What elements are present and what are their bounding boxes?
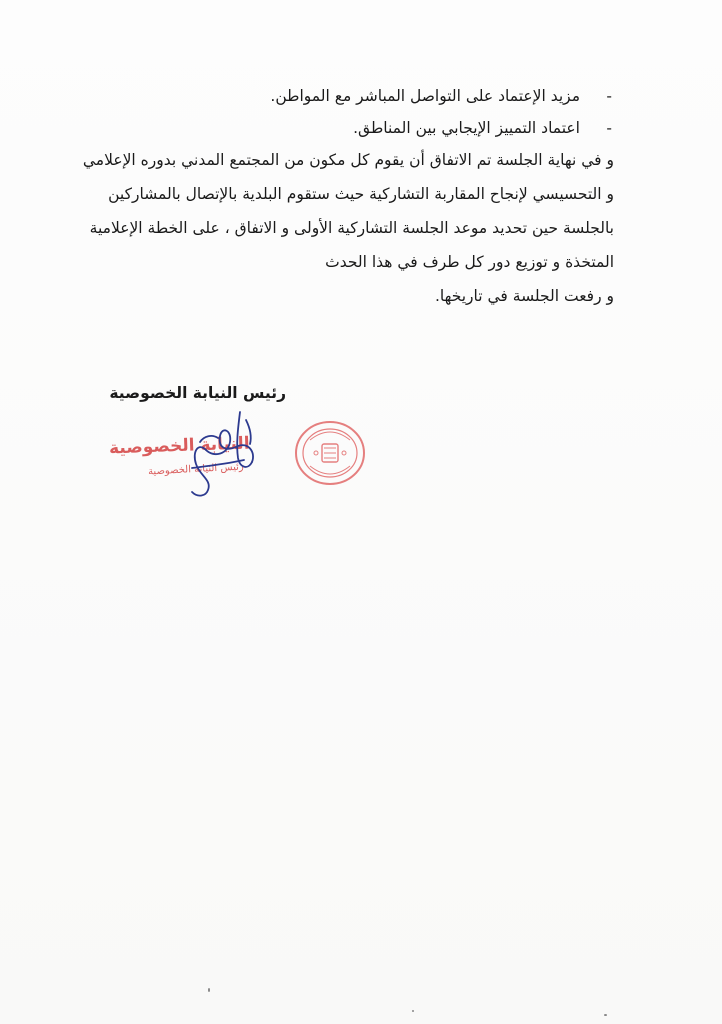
scan-speck <box>208 988 210 992</box>
paragraph-line: المتخذة و توزيع دور كل طرف في هذا الحدث <box>325 253 614 271</box>
bullet-dash: - <box>606 119 612 137</box>
official-seal <box>294 420 366 486</box>
bullet-item <box>270 86 612 106</box>
scan-speck <box>604 1014 607 1016</box>
stamp-text-line2: رئيس النيابة الخصوصية <box>147 461 245 478</box>
paragraph-line: بالجلسة حين تحديد موعد الجلسة التشاركية الأولى و الاتفاق ، على الخطة الإعلامية <box>89 219 614 237</box>
stamp-text-line1: النيابة الخصوصية <box>109 433 251 459</box>
bullet-text: مزيد الإعتماد على التواصل المباشر مع المواطن. <box>270 87 580 105</box>
closing-line: و رفعت الجلسة في تاريخها. <box>434 287 614 305</box>
bullet-dash: - <box>606 87 612 105</box>
paragraph-line: و التحسيسي لإنجاح المقاربة التشاركية حيث ستقوم البلدية بالإتصال بالمشاركين <box>108 185 614 203</box>
handwritten-signature <box>178 408 268 500</box>
bullet-text: اعتماد التمييز الإيجابي بين المناطق. <box>353 119 580 137</box>
bullet-item <box>353 118 612 138</box>
scan-speck <box>412 1010 414 1012</box>
paragraph-line: و في نهاية الجلسة تم الاتفاق أن يقوم كل مكون من المجتمع المدني بدوره الإعلامي <box>82 151 614 169</box>
signer-title: رئيس النيابة الخصوصية <box>109 384 286 402</box>
